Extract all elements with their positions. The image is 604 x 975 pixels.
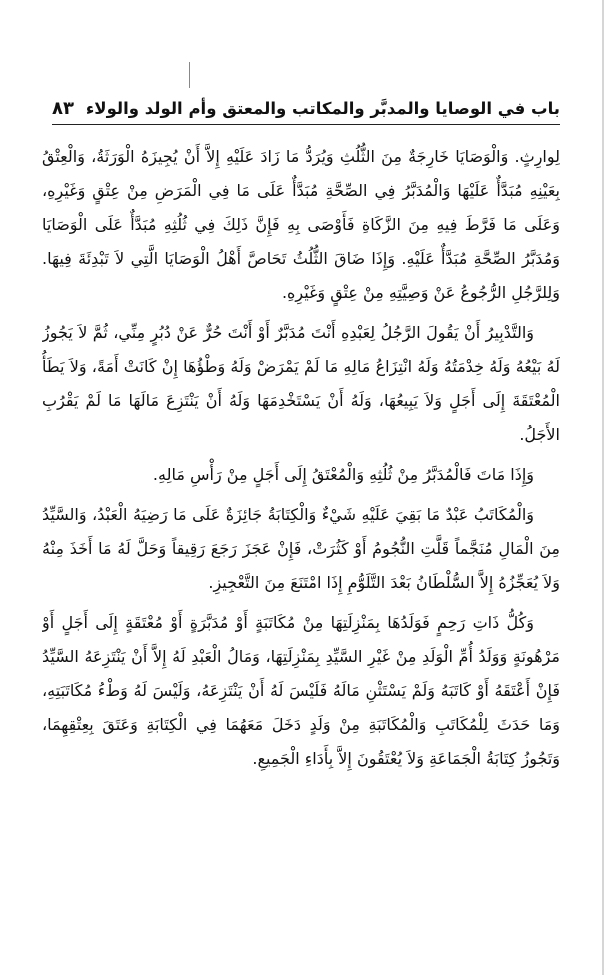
- paragraph-mukatab: وَالْمُكَاتَبُ عَبْدٌ مَا بَقِيَ عَلَيْهِ شَيْءٌ وَالْكِتَابَةُ جَائِزَةٌ عَلَى مَا رَضِيَهُ الْعَبْدُ، وَالسَّيِّدُ مِنَ الْمَالِ مُنَجَّماً قَلَّتِ النُّجُومُ أَوْ كَثُرَتْ، فَإِنْ عَجَزَ رَجَعَ رَقِيقاً وَحَلَّ لَهُ مَا أَخَذَ مِنْهُ وَلاَ يُعَجِّزُهُ إِلاَّ السُّلْطَانُ بَعْدَ التَّلَوُّمِ إِذَا امْتَنَعَ مِنَ التَّعْجِيزِ.: [42, 505, 560, 592]
- paragraph-tadbir: وَالتَّدْبِيرُ أَنْ يَقُولَ الرَّجُلُ لِعَبْدِهِ أَنْتَ مُدَبَّرٌ أَوْ أَنْتَ حُرٌّ عَنْ دُبُرٍ مِنِّي، ثُمَّ لاَ يَجُوزُ لَهُ بَيْعُهُ وَلَهُ خِدْمَتُهُ وَلَهُ انْتِزَاعُ مَالِهِ مَا لَمْ يَمْرَضْ وَلَهُ وَطْؤُهَا إِنْ كَانَتْ أَمَةً، وَلاَ يَطَأُ الْمُعْتَقَةَ إِلَى أَجَلٍ وَلاَ يَبِيعُهَا، وَلَهُ أَنْ يَسْتَخْدِمَهَا وَلَهُ أَنْ يَنْتَزِعَ مَالَهَا مَا لَمْ يَقْرُبِ الأَجَلُ.: [42, 323, 560, 444]
- text-body: [42, 140, 560, 815]
- chapter-title: باب في الوصايا والمدبَّر والمكاتب والمعتق وأم الولد والولاء: [85, 98, 560, 118]
- page-crease-mark: [189, 62, 190, 88]
- paragraph-offspring: وَكُلُّ ذَاتِ رَحِمٍ فَوَلَدُهَا بِمَنْزِلَتِهَا مِنْ مُكَاتَبَةٍ أَوْ مُدَبَّرَةٍ أَوْ مُعْتَقَةٍ إِلَى أَجَلٍ أَوْ مَرْهُونَةٍ وَوَلَدُ أُمِّ الْوَلَدِ مِنْ غَيْرِ السَّيِّدِ بِمَنْزِلَتِهَا، وَمَالُ الْعَبْدِ لَهُ إِلاَّ أَنْ يَنْتَزِعَهُ السَّيِّدُ فَإِنْ أَعْتَقَهُ أَوْ كَاتَبَهُ وَلَمْ يَسْتَثْنِ مَالَهُ فَلَيْسَ لَهُ أَنْ يَنْتَزِعَهُ، وَلَيْسَ لَهُ وَطْءُ مُكَاتَبَتِهِ، وَمَا حَدَثَ لِلْمُكَاتَبِ وَالْمُكَاتَبَةِ مِنْ وَلَدٍ دَخَلَ مَعَهُمَا فِي الْكِتَابَةِ وَعَتَقَ بِعِتْقِهِمَا، وَتَجُوزُ كِتَابَةُ الْجَمَاعَةِ وَلاَ يُعْتَقُونَ إِلاَّ بِأَدَاءِ الْجَمِيعِ.: [42, 613, 560, 768]
- running-header: [52, 92, 560, 125]
- paragraph-wills: لِوارِثٍ. وَالْوَصَايَا خَارِجَةٌ مِنَ الثُّلُثِ وَيُرَدُّ مَا زَادَ عَلَيْهِ إِلاَّ أَنْ يُجِيزَهُ الْوَرَثَةُ، وَالْعِتْقُ بِعَيْنِهِ مُبَدَّأٌ عَلَيْهَا وَالْمُدَبَّرُ فِي الصِّحَّةِ مُبَدَّأٌ عَلَى مَا فِي الْمَرَضِ مِنْ عِتْقٍ وَغَيْرِهِ، وَعَلَى مَا فَرَّطَ فِيهِ مِنَ الزَّكَاةِ فَأَوْصَى بِهِ فَإِنَّ ذَلِكَ فِي ثُلُثِهِ مُبَدَّأٌ عَلَى الْوَصَايَا وَمُدَبَّرُ الصِّحَّةِ مُبَدَّأٌ عَلَيْهِ. وَإِذَا ضَاقَ الثُّلُثُ تَحَاصَّ أَهْلُ الْوَصَايَا الَّتِي لاَ تَبْدِئَةَ فِيهَا. وَلِلرَّجُلِ الرُّجُوعُ عَنْ وَصِيَّتِهِ مِنْ عِتْقٍ وَغَيْرِهِ.: [42, 147, 560, 302]
- paragraph-death: وَإِذَا مَاتَ فَالْمُدَبَّرُ مِنْ ثُلُثِهِ وَالْمُعْتَقُ إِلَى أَجَلٍ مِنْ رَأْسِ مَالِهِ.: [152, 465, 534, 484]
- page-number: ٨٣: [52, 97, 74, 119]
